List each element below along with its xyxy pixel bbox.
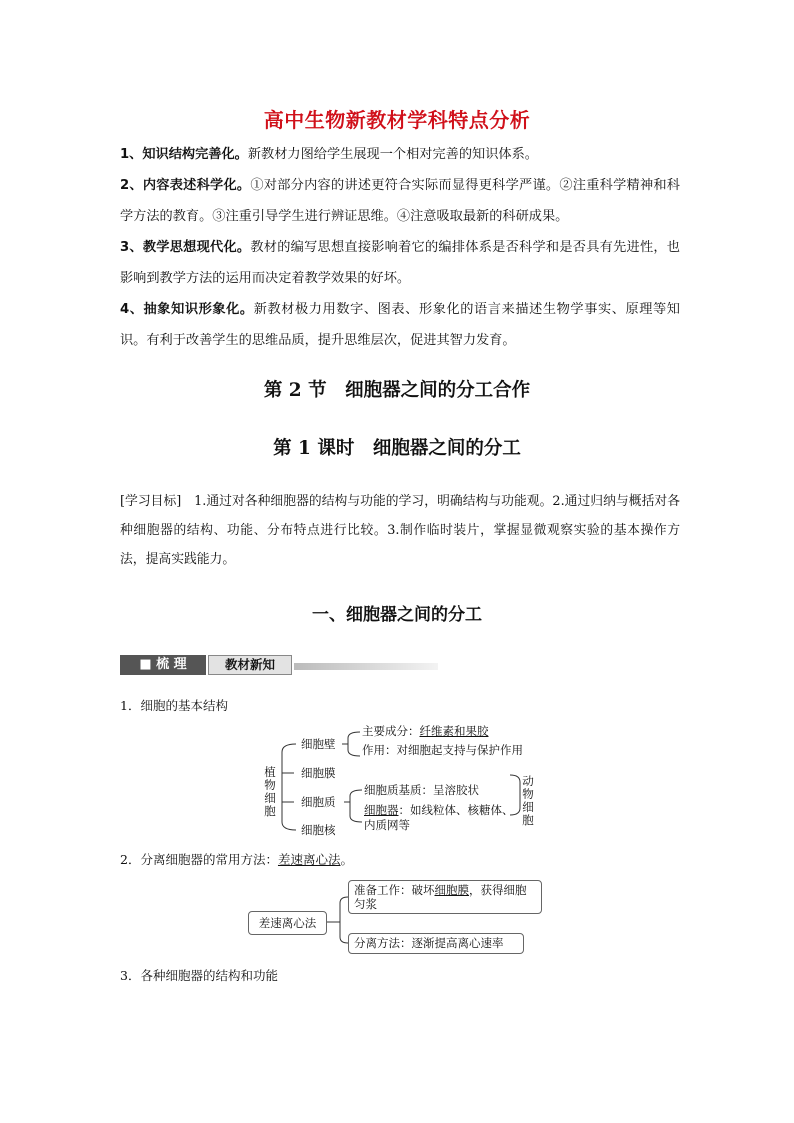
page-title: 高中生物新教材学科特点分析 — [263, 108, 531, 132]
tag-label-new-knowledge: 教材新知 — [208, 655, 292, 675]
wall-composition-answer: 纤维素和果胶 — [419, 724, 489, 738]
nucleus-label: 细胞核 — [301, 823, 336, 837]
feature-label: 4、抽象知识形象化。 — [120, 302, 254, 317]
item2-title: 2．分离细胞器的常用方法：差速离心法。 — [120, 852, 353, 867]
animal-cell-label: 动 物 细 胞 — [522, 774, 534, 827]
feature-text: 新教材极力用数字、图表、形象化的语言来描述生物学事实、原理等知识。有利于改善学生的思维品质，提升思维层次，促进其智力发育。 — [120, 302, 680, 348]
part-title: 一、细胞器之间的分工 — [312, 605, 482, 625]
feature-text: ①对部分内容的讲述更符合实际而显得更科学严谨。②注重科学精神和科学方法的教育。③注重引导学生进行辨证思维。④注意吸取最新的科研成果。 — [120, 178, 680, 224]
item1-title: 1．细胞的基本结构 — [120, 698, 228, 713]
item3-title: 3．各种细胞器的结构和功能 — [120, 968, 278, 983]
cell-wall-label: 细胞壁 — [301, 737, 336, 751]
feature-label: 2、内容表述科学化。 — [120, 178, 251, 193]
organelle-line: 细胞器：如线粒体、核糖体、 — [364, 803, 514, 817]
feature-label: 3、教学思想现代化。 — [120, 240, 251, 255]
preparation-box: 准备工作：破坏细胞膜，获得细胞 匀浆 — [348, 880, 542, 914]
cell-membrane-label: 细胞膜 — [301, 766, 336, 780]
feature-text: 教材的编写思想直接影响着它的编排体系是否科学和是否具有先进性，也影响到教学方法的运用而决定着教学效果的好坏。 — [120, 240, 680, 286]
preparation-term: 细胞膜 — [434, 883, 469, 897]
plant-cell-label: 植 物 细 胞 — [264, 765, 276, 818]
learning-goals: [学习目标] 1.通过对各种细胞器的结构与功能的学习，明确结构与功能观。2.通过归纳与概括对各种细胞器的结构、功能、分布特点进行比较。3.制作临时装片，掌握显微观察实验的基本操作方法，提高实践能力。 — [120, 494, 680, 567]
wall-function: 作用：对细胞起支持与保护作用 — [362, 743, 523, 757]
lesson-title: 第 1 课时 细胞器之间的分工 — [273, 438, 521, 459]
cytoplasm-label: 细胞质 — [301, 795, 336, 809]
feature-text: 新教材力图给学生展现一个相对完善的知识体系。 — [247, 147, 538, 162]
method-answer: 差速离心法 — [277, 852, 341, 867]
separation-box: 分离方法：逐渐提高离心速率 — [348, 933, 524, 954]
wall-composition: 主要成分：纤维素和果胶 — [362, 724, 489, 738]
section-title: 第 2 节 细胞器之间的分工合作 — [263, 380, 531, 401]
tag-label-review: ■ 梳 理 — [120, 655, 206, 675]
cytoplasm-matrix: 细胞质基质：呈溶胶状 — [364, 783, 479, 797]
organelle-line-2: 内质网等 — [364, 818, 410, 832]
organelle-term: 细胞器 — [364, 803, 399, 817]
method-root-box: 差速离心法 — [248, 911, 327, 935]
feature-label: 1、知识结构完善化。 — [120, 147, 248, 162]
